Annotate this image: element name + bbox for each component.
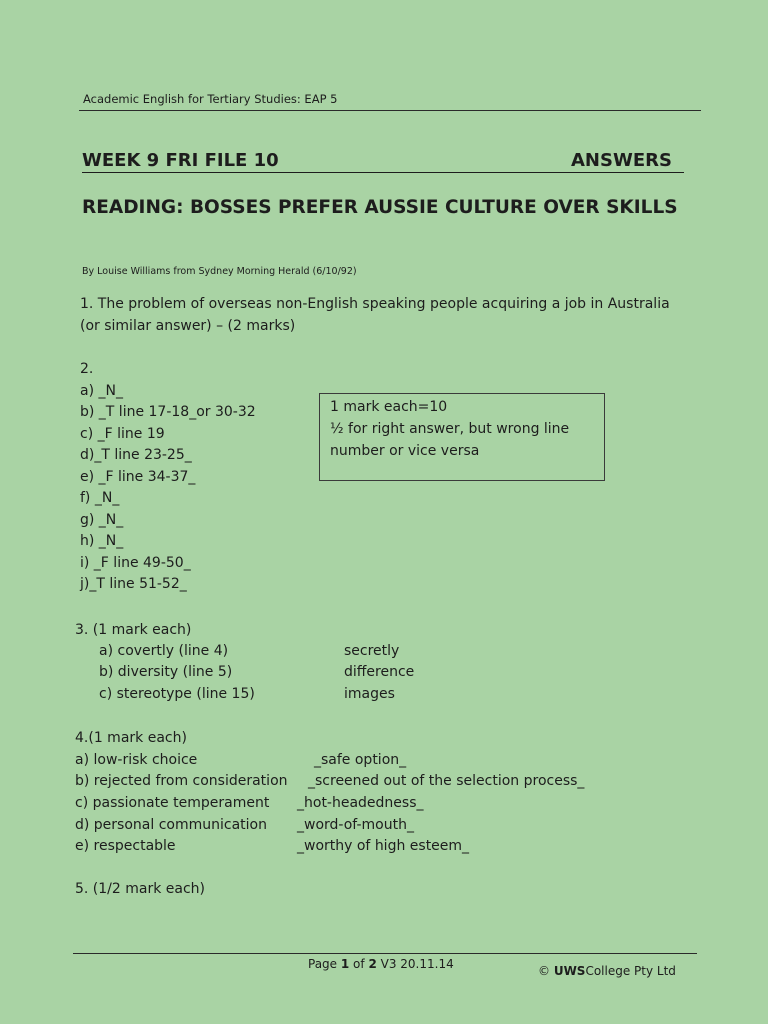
- q4-term: b) rejected from consideration: [75, 773, 288, 789]
- title-underline: [82, 172, 684, 173]
- q2-item: c) _F line 19: [80, 425, 165, 442]
- page-of: of: [349, 957, 369, 971]
- answers-title: ANSWERS: [571, 150, 672, 171]
- q4-term: a) low-risk choice: [75, 752, 198, 768]
- copyright-symbol: ©: [538, 964, 550, 978]
- q3-term: a) covertly (line 4): [99, 643, 229, 659]
- byline: By Louise Williams from Sydney Morning Herald (6/10/92): [82, 266, 357, 277]
- footer-divider: [73, 953, 697, 954]
- q2-item: b) _T line 17-18_or 30-32: [80, 404, 256, 420]
- version-label: V3 20.11.14: [376, 957, 454, 971]
- q4-term: c) passionate temperament: [75, 795, 270, 811]
- q4-term: d) personal communication: [75, 817, 267, 833]
- header-divider: [79, 110, 701, 111]
- q4-answer: _safe option_: [314, 752, 407, 768]
- q4-answer: _worthy of high esteem_: [297, 838, 470, 854]
- question-2-answers: [80, 359, 256, 596]
- page-prefix: Page: [308, 957, 341, 971]
- q4-answer: _screened out of the selection process_: [308, 773, 585, 789]
- marking-note-box: [319, 393, 605, 481]
- q2-item: d)_T line 23-25_: [80, 447, 192, 463]
- q3-term: c) stereotype (line 15): [99, 686, 255, 702]
- question-4-heading: 4.(1 mark each): [75, 730, 187, 746]
- q4-answer: _hot-headedness_: [297, 795, 424, 811]
- question-5-heading: 5. (1/2 mark each): [75, 881, 206, 897]
- q3-answer: difference: [344, 664, 415, 680]
- brand-name: UWS: [553, 964, 586, 978]
- q2-item: h) _N_: [80, 533, 124, 549]
- copyright: [538, 964, 676, 978]
- reading-title: READING: BOSSES PREFER AUSSIE CULTURE OVER SKILLS: [82, 197, 678, 218]
- q4-term: e) respectable: [75, 838, 176, 854]
- question-3-heading: 3. (1 mark each): [75, 622, 192, 638]
- q3-answer: secretly: [344, 643, 400, 659]
- q3-term: b) diversity (line 5): [99, 664, 233, 680]
- question-2-number: 2.: [80, 361, 94, 377]
- week-title: WEEK 9 FRI FILE 10: [82, 150, 279, 171]
- note-line: ½ for right answer, but wrong line: [330, 421, 570, 437]
- note-line: 1 mark each=10: [330, 399, 448, 415]
- page-current: 1: [340, 957, 350, 971]
- company-name: College Pty Ltd: [585, 964, 676, 978]
- q2-item: e) _F line 34-37_: [80, 468, 196, 485]
- q3-answer: images: [344, 686, 395, 702]
- q2-item: j)_T line 51-52_: [80, 576, 187, 592]
- q2-item: i) _F line 49-50_: [80, 554, 191, 571]
- question-1-answer: 1. The problem of overseas non-English speaking people acquiring a job in Australia (or similar answer) – (2 marks): [80, 296, 670, 334]
- q2-item: f) _N_: [80, 490, 120, 506]
- q2-item: a) _N_: [80, 382, 123, 399]
- q2-item: g) _N_: [80, 511, 124, 528]
- page-number: [308, 957, 454, 971]
- course-header: Academic English for Tertiary Studies: EAP 5: [83, 92, 338, 106]
- q4-answer: _word-of-mouth_: [297, 817, 414, 833]
- page-total: 2: [368, 957, 377, 971]
- note-line: number or vice versa: [330, 443, 480, 459]
